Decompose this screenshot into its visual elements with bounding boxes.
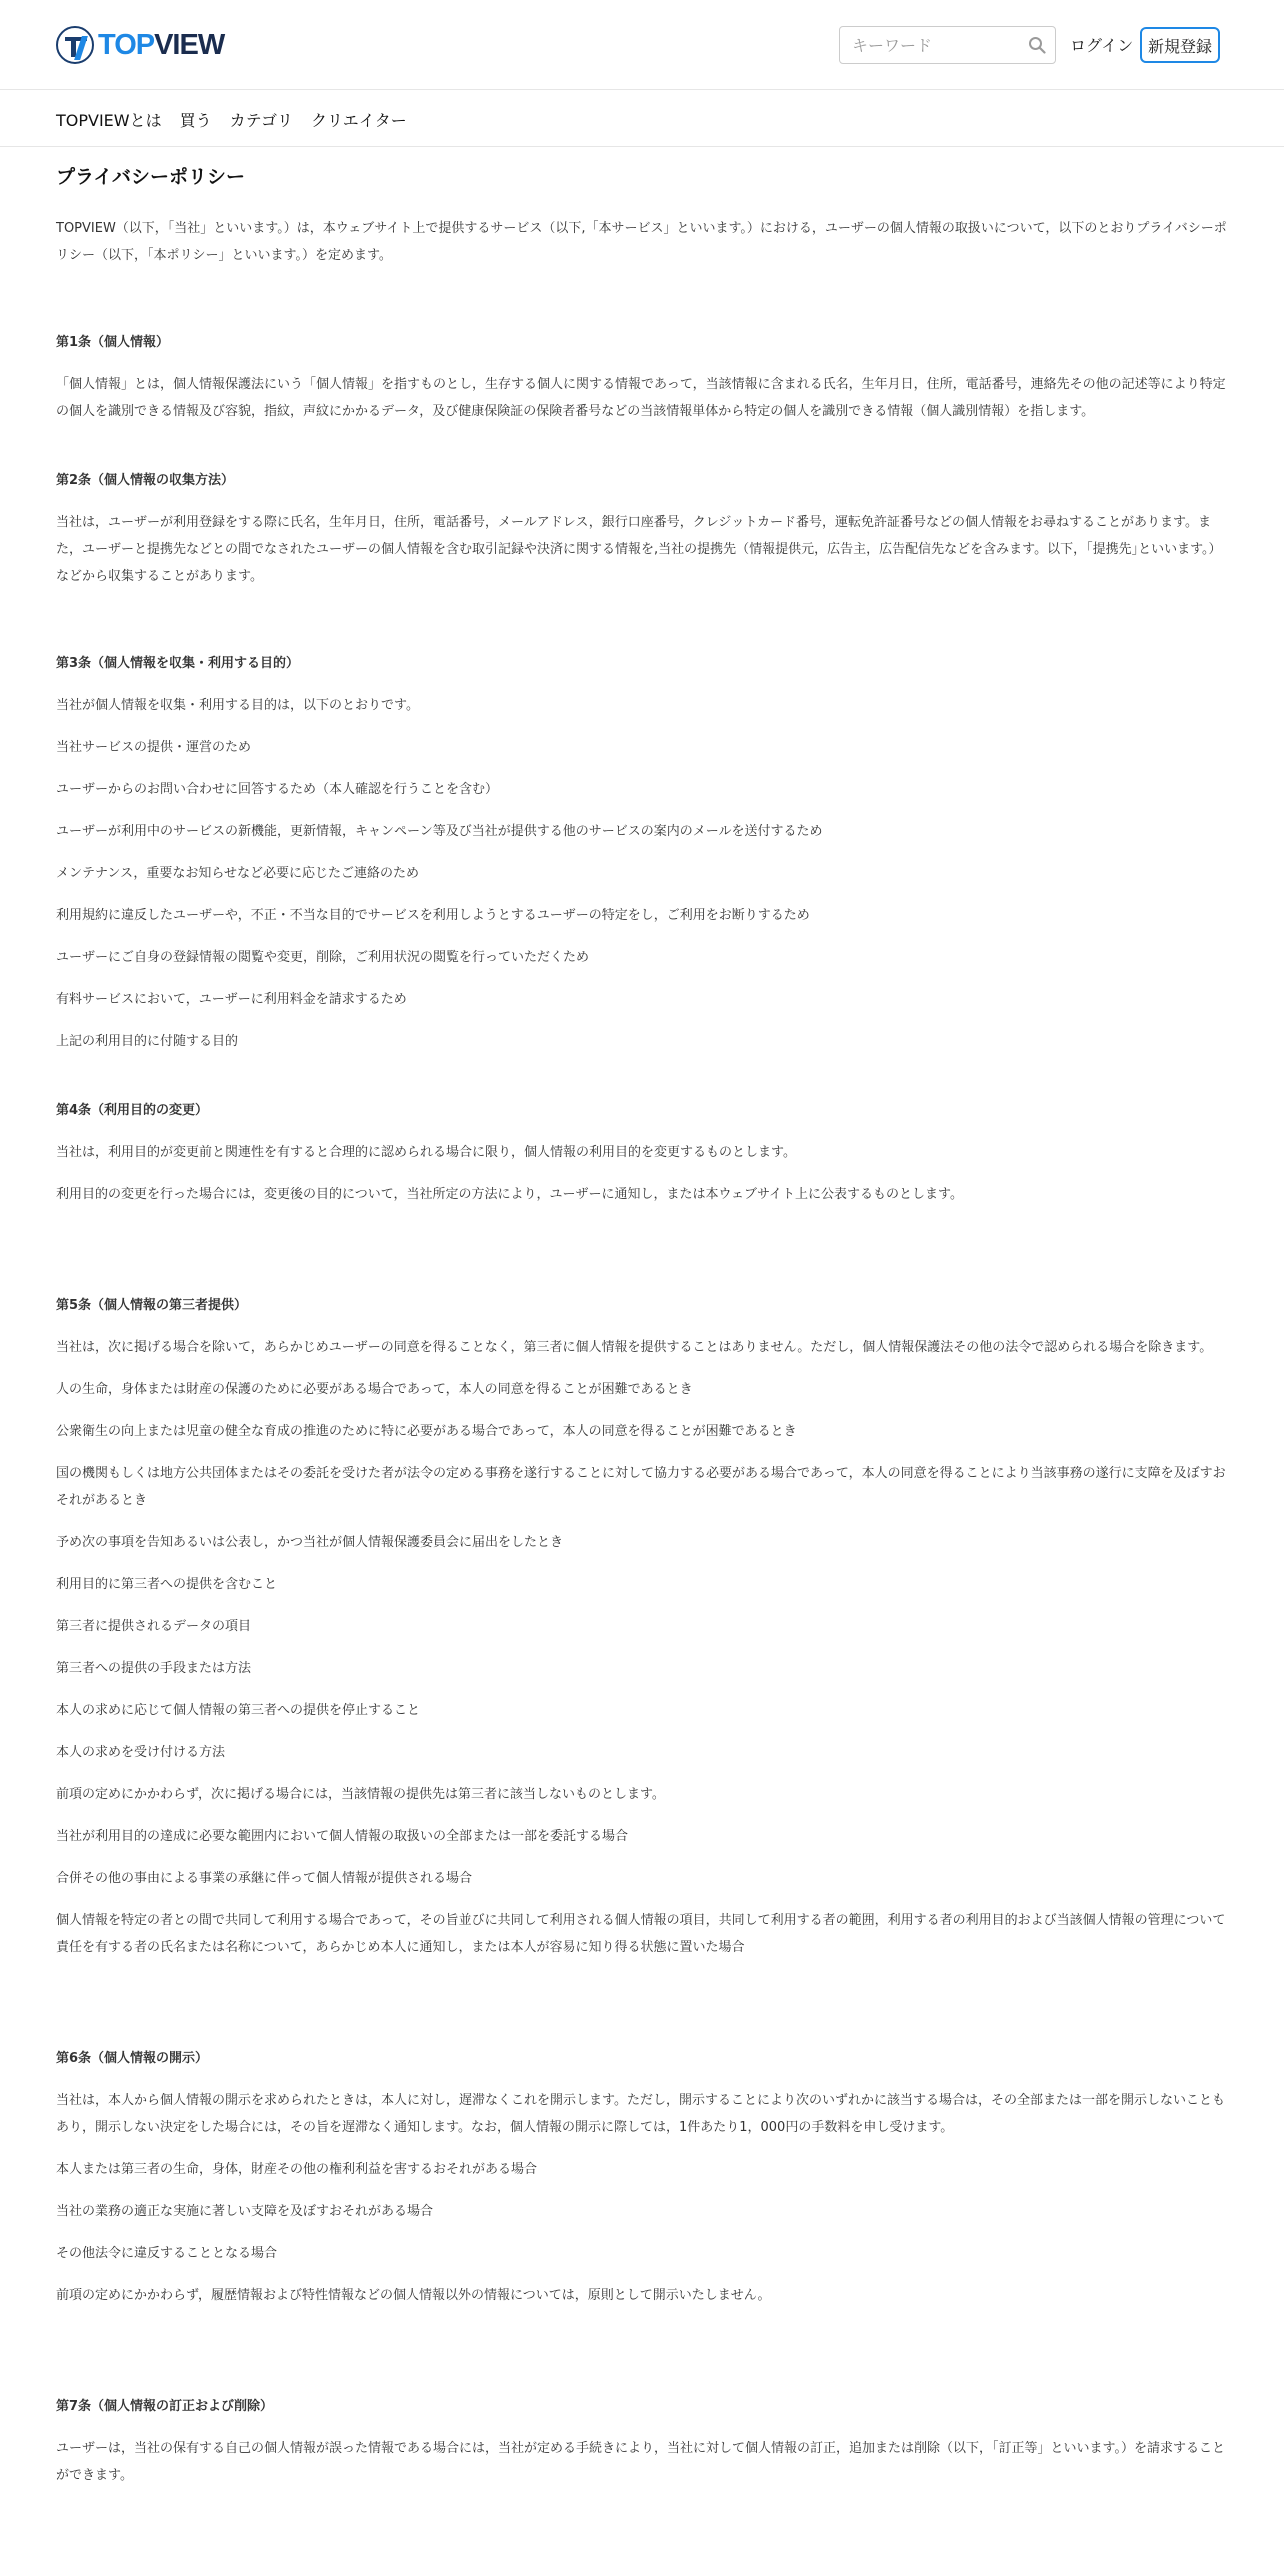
article-paragraph: 国の機関もしくは地方公共団体またはその委託を受けた者が法令の定める事務を遂行することに対して協力する必要がある場合であって，本人の同意を得ることにより当該事務の遂行に支障を及ぼすおそれがあるとき: [56, 1466, 1226, 1508]
logo-text-view: VIEW: [154, 28, 225, 61]
article-title: 第1条（個人情報）: [56, 335, 170, 350]
article-paragraph: 合併その他の事由による事業の承継に伴って個人情報が提供される場合: [56, 1871, 473, 1886]
article-paragraph: ユーザーにご自身の登録情報の閲覧や変更，削除，ご利用状況の閲覧を行っていただくため: [56, 950, 590, 965]
login-link[interactable]: ログイン: [1070, 36, 1134, 55]
article-title: 第2条（個人情報の収集方法）: [56, 473, 235, 488]
article-paragraph: 予め次の事項を告知あるいは公表し，かつ当社が個人情報保護委員会に届出をしたとき: [56, 1535, 564, 1550]
article-paragraph: ユーザーは，当社の保有する自己の個人情報が誤った情報である場合には，当社が定める手続きにより，当社に対して個人情報の訂正，追加または削除（以下，「訂正等」といいます。）を請求することができます。: [56, 2441, 1225, 2483]
article-paragraph: 当社が個人情報を収集・利用する目的は，以下のとおりです。: [56, 698, 419, 713]
policy-article: [56, 467, 1228, 590]
policy-article: [56, 1097, 1228, 1208]
nav-item-category[interactable]: カテゴリ: [229, 111, 294, 130]
article-paragraph: 本人の求めに応じて個人情報の第三者への提供を停止すること: [56, 1703, 421, 1718]
nav-item-creator[interactable]: クリエイター: [311, 111, 407, 130]
article-paragraph: 「個人情報」とは，個人情報保護法にいう「個人情報」を指すものとし，生存する個人に関する情報であって，当該情報に含まれる氏名，生年月日，住所，電話番号，連絡先その他の記述等により特定の個人を識別できる情報及び容貌，指紋，声紋にかかるデータ，及び健康保険証の保険者番号などの当該情報単体から特定の個人を識別できる情報（個人識別情報）を指します。: [56, 377, 1226, 419]
policy-intro: TOPVIEW（以下，「当社」といいます。）は，本ウェブサイト上で提供するサービス（以下,「本サービス」といいます。）における，ユーザーの個人情報の取扱いについて，以下のとおりプライバシーポリシー（以下，「本ポリシー」といいます。）を定めます。: [56, 221, 1227, 263]
article-title: 第6条（個人情報の開示）: [56, 2051, 209, 2066]
article-title: 第3条（個人情報を収集・利用する目的）: [56, 656, 300, 671]
policy-article: [56, 2393, 1228, 2489]
article-paragraph: 人の生命，身体または財産の保護のために必要がある場合であって，本人の同意を得ることが困難であるとき: [56, 1382, 693, 1397]
article-paragraph: 利用目的に第三者への提供を含むこと: [56, 1577, 278, 1592]
main-nav: [0, 90, 1284, 147]
article-paragraph: 第三者への提供の手段または方法: [56, 1661, 252, 1676]
logo-text-top: TOP: [98, 28, 155, 61]
article-paragraph: 当社の業務の適正な実施に著しい支障を及ぼすおそれがある場合: [56, 2204, 434, 2219]
policy-content: [56, 162, 1228, 2489]
policy-article: [56, 1292, 1228, 1961]
article-paragraph: 当社は，次に掲げる場合を除いて，あらかじめユーザーの同意を得ることなく，第三者に個人情報を提供することはありません。ただし，個人情報保護法その他の法令で認められる場合を除きます。: [56, 1340, 1213, 1355]
article-paragraph: 上記の利用目的に付随する目的: [56, 1034, 239, 1049]
logo-mark-icon: [56, 26, 94, 64]
search-icon[interactable]: [1028, 36, 1046, 54]
article-paragraph: 当社は，利用目的が変更前と関連性を有すると合理的に認められる場合に限り，個人情報の利用目的を変更するものとします。: [56, 1145, 796, 1160]
search-box: [839, 26, 1056, 64]
article-paragraph: 本人の求めを受け付ける方法: [56, 1745, 226, 1760]
article-paragraph: 利用規約に違反したユーザーや，不正・不当な目的でサービスを利用しようとするユーザーの特定をし，ご利用をお断りするため: [56, 908, 810, 923]
site-header: [0, 0, 1284, 90]
article-title: 第5条（個人情報の第三者提供）: [56, 1298, 248, 1313]
article-paragraph: 第三者に提供されるデータの項目: [56, 1619, 252, 1634]
article-paragraph: ユーザーからのお問い合わせに回答するため（本人確認を行うことを含む）: [56, 782, 499, 797]
article-paragraph: メンテナンス，重要なお知らせなど必要に応じたご連絡のため: [56, 866, 419, 881]
logo-wordmark: [98, 29, 224, 62]
register-button[interactable]: 新規登録: [1140, 27, 1220, 63]
article-paragraph: 当社サービスの提供・運営のため: [56, 740, 252, 755]
article-paragraph: 当社は，本人から個人情報の開示を求められたときは，本人に対し，遅滞なくこれを開示します。ただし，開示することにより次のいずれかに該当する場合は，その全部または一部を開示しないこともあり，開示しない決定をした場合には，その旨を遅滞なく通知します。なお，個人情報の開示に際しては，1件あたり1，000円の手数料を申し受けます。: [56, 2093, 1225, 2135]
policy-article: [56, 650, 1228, 1055]
policy-articles: [56, 329, 1228, 2489]
article-paragraph: その他法令に違反することとなる場合: [56, 2246, 278, 2261]
article-paragraph: 前項の定めにかかわらず，履歴情報および特性情報などの個人情報以外の情報については，原則として開示いたしません。: [56, 2288, 771, 2303]
article-paragraph: 利用目的の変更を行った場合には，変更後の目的について，当社所定の方法により，ユーザーに通知し，または本ウェブサイト上に公表するものとします。: [56, 1187, 964, 1202]
article-paragraph: 個人情報を特定の者との間で共同して利用する場合であって，その旨並びに共同して利用される個人情報の項目，共同して利用する者の範囲，利用する者の利用目的および当該個人情報の管理について責任を有する者の氏名または名称について，あらかじめ本人に通知し，または本人が容易に知り得る状態に置いた場合: [56, 1913, 1226, 1955]
page-title: プライバシーポリシー: [56, 166, 246, 188]
nav-item-buy[interactable]: 買う: [179, 111, 212, 130]
article-paragraph: ユーザーが利用中のサービスの新機能，更新情報，キャンペーン等及び当社が提供する他のサービスの案内のメールを送付するため: [56, 824, 823, 839]
article-title: 第4条（利用目的の変更）: [56, 1103, 209, 1118]
policy-article: [56, 2045, 1228, 2309]
nav-item-about[interactable]: TOPVIEWとは: [56, 111, 162, 130]
article-paragraph: 公衆衛生の向上または児童の健全な育成の推進のために特に必要がある場合であって，本人の同意を得ることが困難であるとき: [56, 1424, 797, 1439]
topview-logo[interactable]: [56, 24, 224, 66]
article-paragraph: 当社は，ユーザーが利用登録をする際に氏名，生年月日，住所，電話番号，メールアドレス，銀行口座番号，クレジットカード番号，運転免許証番号などの個人情報をお尋ねすることがあります。また，ユーザーと提携先などとの間でなされたユーザーの個人情報を含む取引記録や決済に関する情報を,当社の提携先（情報提供元，広告主，広告配信先などを含みます。以下，｢提携先｣といいます。）などから収集することがあります。: [56, 515, 1222, 584]
article-paragraph: 前項の定めにかかわらず，次に掲げる場合には，当該情報の提供先は第三者に該当しないものとします。: [56, 1787, 665, 1802]
search-input[interactable]: [840, 27, 1020, 63]
policy-article: [56, 329, 1228, 425]
article-title: 第7条（個人情報の訂正および削除）: [56, 2399, 274, 2414]
article-paragraph: 有料サービスにおいて，ユーザーに利用料金を請求するため: [56, 992, 407, 1007]
article-paragraph: 当社が利用目的の達成に必要な範囲内において個人情報の取扱いの全部または一部を委託する場合: [56, 1829, 629, 1844]
article-paragraph: 本人または第三者の生命，身体，財産その他の権利利益を害するおそれがある場合: [56, 2162, 538, 2177]
